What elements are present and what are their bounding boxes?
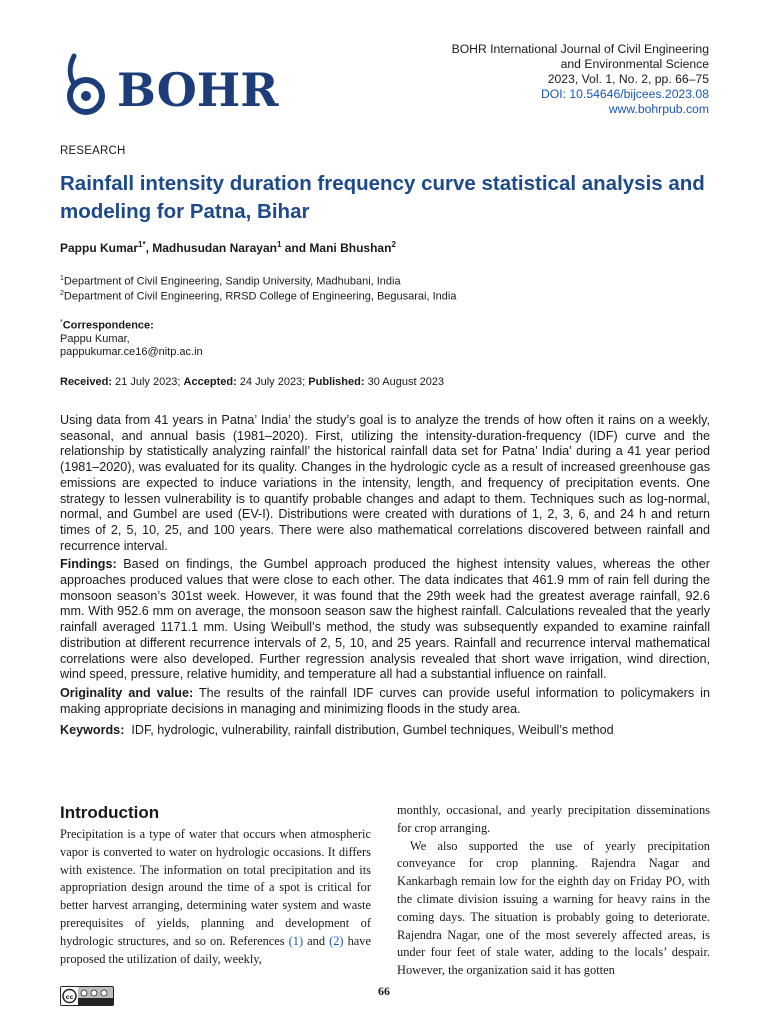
- publisher-logo: [60, 52, 280, 122]
- journal-name-line2: and Environmental Science: [560, 57, 709, 71]
- body-paragraph: We also supported the use of yearly precipitation conveyance for crop planning. Rajendra Nagar and Kankarbagh remain low for the eighth day on Friday PO, with the climate division issuing a warning for heavy rains in the coming days. The situation is probably going to deteriorate. Rajendra Nagar, one of the most severely affected areas, is under four feet of stale water, adding to the locals’ despair. However, the organization said it has gotten: [397, 838, 710, 978]
- body-text: have proposed the utilization of daily, weekly,: [60, 933, 371, 966]
- correspondence-email[interactable]: pappukumar.ce16@nitp.ac.in: [60, 345, 203, 358]
- author-affiliation-mark: 2: [391, 240, 396, 249]
- originality-paragraph: [60, 686, 710, 717]
- journal-info: [452, 42, 709, 117]
- correspondence-label: Correspondence:: [62, 319, 154, 332]
- author-list: [60, 240, 396, 255]
- publication-dates: [60, 376, 444, 388]
- received-label: Received:: [60, 376, 112, 388]
- findings-text: Based on findings, the Gumbel approach produced the highest intensity values, whereas the other approaches produced values that were close to each other. The data indicates that 461.9 mm of rain fell during the monsoon season’s 301st week. However, it was found that the 29th week had the greatest average rainfall, 92.6 mm. With 952.6 mm on average, the monsoon season saw the highest rainfall. Calculations revealed that the yearly rainfall averaged 1171.1 mm. Using Weibull’s method, the study was subsequently expanded to examine rainfall distribution at different recurrence intervals of 2, 5, 10, and 25 years. Rainfall and recurrence interval mathematical correlations were also developed. Further regression analysis revealed that short wave irrigation, wind direction, wind speed, pressure, relative humidity, and temperature all had a substantial influence on rainfall.: [60, 557, 710, 682]
- article-type: RESEARCH: [60, 145, 126, 157]
- affiliation-text: Department of Civil Engineering, Sandip University, Madhubani, India: [63, 275, 401, 288]
- affiliation: [60, 290, 456, 303]
- affiliation-text: Department of Civil Engineering, RRSD College of Engineering, Begusarai, India: [63, 290, 457, 303]
- author-affiliation-mark: 1*: [138, 240, 146, 249]
- author-name: Pappu Kumar: [60, 241, 139, 255]
- svg-text:cc: cc: [65, 993, 74, 1001]
- left-column: [60, 826, 371, 968]
- originality-label: Originality and value:: [60, 685, 194, 700]
- citation-link[interactable]: (1): [288, 933, 304, 948]
- accepted-label: Accepted:: [183, 376, 237, 388]
- bohr-logo-icon: [60, 52, 116, 122]
- affiliation: [60, 275, 401, 288]
- creative-commons-license-icon[interactable]: [60, 986, 114, 1006]
- originality-text: The results of the rainfall IDF curves can provide useful information to policymakers in making appropriate decisions in managing and minimizing floods in the study area.: [60, 685, 710, 716]
- accepted-date: 24 July 2023;: [239, 376, 306, 388]
- published-date: 30 August 2023: [367, 376, 445, 388]
- logo-wordmark: BOHR: [117, 63, 279, 117]
- correspondence-block: *Correspondence: Pappu Kumar, pappukumar.ce16@nitp.ac.in: [60, 319, 203, 358]
- author-name: Madhusudan Narayan: [152, 241, 277, 255]
- received-date: 21 July 2023;: [115, 376, 181, 388]
- journal-name-line1: BOHR International Journal of Civil Engineering: [451, 42, 709, 56]
- findings-label: Findings:: [60, 557, 117, 572]
- author-name: Mani Bhushan: [309, 241, 392, 255]
- section-heading: Introduction: [60, 803, 160, 822]
- correspondence-name: Pappu Kumar,: [60, 332, 130, 345]
- page-number: 66: [378, 984, 390, 998]
- right-column: [397, 802, 710, 980]
- keywords-label: Keywords:: [60, 723, 125, 738]
- doi-link[interactable]: DOI: 10.54646/bijcees.2023.08: [540, 87, 709, 101]
- keywords-paragraph: [60, 723, 710, 739]
- affiliation-number: 2: [60, 290, 64, 297]
- body-text: Precipitation is a type of water that occurs when atmospheric vapor is converted to water on hydrologic occasions. It differs with existence. The information on total precipitation and its appropriation design around the time of a spot is critical for better harvest arranging, determining water system and waste prerequisites of yields, planning and development of hydrologic structures, and so on. References: [60, 827, 371, 948]
- body-text: and: [303, 933, 330, 948]
- journal-volume: 2023, Vol. 1, No. 2, pp. 66–75: [547, 72, 709, 86]
- author-separator: ,: [145, 241, 153, 255]
- author-affiliation-mark: 1: [276, 240, 282, 249]
- author-separator: and: [281, 241, 310, 255]
- affiliation-number: 1: [60, 275, 64, 282]
- website-link[interactable]: www.bohrpub.com: [608, 102, 709, 116]
- body-paragraph: monthly, occasional, and yearly precipitation disseminations for crop arranging.: [397, 803, 710, 835]
- cc-badge-icon: [61, 987, 113, 1005]
- article-title: Rainfall intensity duration frequency curve statistical analysis and modeling for Patna, Bihar: [60, 172, 705, 223]
- abstract-body: Using data from 41 years in Patna’ India’ the study’s goal is to analyze the trends of how often it rains on a weekly, seasonal, and annual basis (1981–2020). First, utilizing the intensity-duration-frequency (IDF) curve and the relationship by statistically analyzing rainfall’ the historical rainfall data set for Patna’ India’ during a 41 year period (1981–2020), was evaluated for its quality. Changes in the hydrologic cycle as a result of increased greenhouse gas emissions are expected to induce variations in the intensity, length, and frequency of precipitation events. One strategy to lessen vulnerability is to quantify probable changes and adapt to them. Techniques such as log-normal, normal, and Gumbel are used (EV-I). Distributions were created with durations of 1, 2, 3, 6, and 24 h and return times of 2, 5, 10, 25, and 100 years. There were also mathematical correlations discovered between rainfall and recurrence interval.: [60, 413, 710, 553]
- keywords-text: IDF, hydrologic, vulnerability, rainfall distribution, Gumbel techniques, Weibull’s method: [131, 723, 614, 738]
- published-label: Published:: [308, 376, 365, 388]
- body-paragraph: [60, 826, 371, 968]
- citation-link[interactable]: (2): [329, 933, 344, 948]
- findings-paragraph: [60, 557, 710, 683]
- abstract: [60, 413, 710, 742]
